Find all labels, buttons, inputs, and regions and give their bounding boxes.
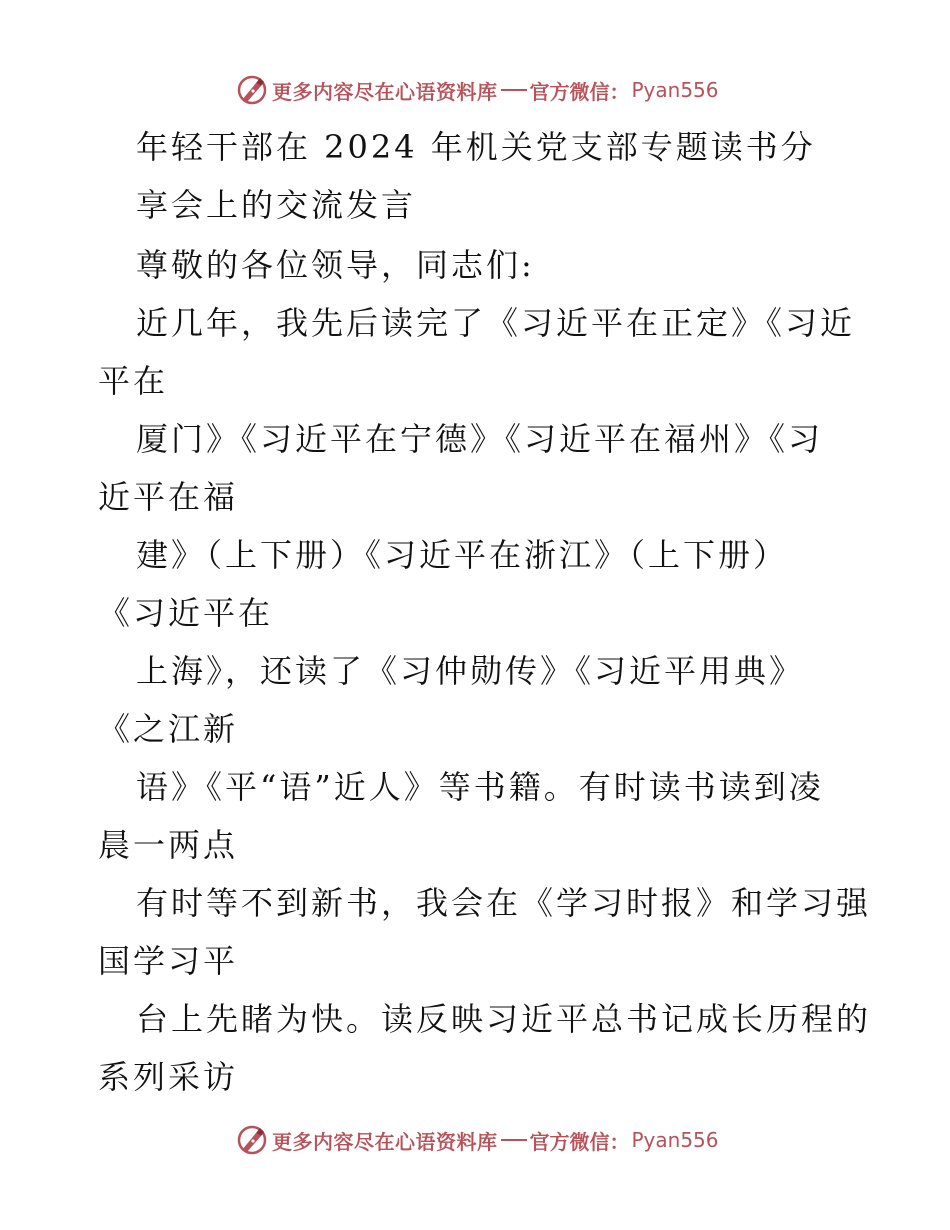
paragraph-line: 《习近平在 bbox=[98, 594, 274, 632]
pen-nib-logo-icon bbox=[236, 74, 268, 106]
paragraph-line: 《之江新 bbox=[98, 710, 239, 748]
watermark-wechat-id: Pyan556 bbox=[631, 1128, 719, 1152]
paragraph-line: 上海》，还读了《习仲勋传》《习近平用典》 bbox=[136, 652, 805, 690]
paragraph-line: 晨一两点 bbox=[98, 826, 239, 864]
paragraph-line: 系列采访 bbox=[98, 1058, 239, 1096]
paragraph-line: 平在 bbox=[98, 362, 169, 400]
paragraph-line: 国学习平 bbox=[98, 942, 239, 980]
watermark-text: 更多内容尽在心语资料库 bbox=[272, 1129, 498, 1154]
watermark-wechat-label: 官方微信： bbox=[529, 79, 630, 104]
header-watermark bbox=[236, 73, 719, 107]
footer-watermark bbox=[236, 1123, 719, 1157]
doc-title-line-2: 享会上的交流发言 bbox=[136, 186, 417, 224]
watermark-text: 更多内容尽在心语资料库 bbox=[272, 79, 498, 104]
watermark-wechat-label: 官方微信： bbox=[529, 1129, 630, 1154]
watermark-dash bbox=[501, 89, 527, 91]
paragraph-line: 台上先睹为快。读反映习近平总书记成长历程的 bbox=[136, 1000, 872, 1038]
salutation: 尊敬的各位领导，同志们: bbox=[136, 246, 535, 284]
doc-title-line-1: 年轻干部在 2024 年机关党支部专题读书分 bbox=[136, 128, 816, 166]
watermark-dash bbox=[501, 1139, 527, 1141]
paragraph-line: 厦门》《习近平在宁德》《习近平在福州》《习 bbox=[136, 420, 824, 458]
pen-nib-logo-icon bbox=[236, 1124, 268, 1156]
paragraph-line: 有时等不到新书，我会在《学习时报》和学习强 bbox=[136, 884, 872, 922]
paragraph-line: 语》《平“语”近人》等书籍。有时读书读到凌 bbox=[136, 768, 824, 806]
paragraph-line: 建》（上下册）《习近平在浙江》（上下册） bbox=[136, 536, 789, 574]
watermark-wechat-id: Pyan556 bbox=[631, 78, 719, 102]
paragraph-line: 近几年，我先后读完了《习近平在正定》《习近 bbox=[136, 304, 856, 342]
paragraph-line: 近平在福 bbox=[98, 478, 239, 516]
